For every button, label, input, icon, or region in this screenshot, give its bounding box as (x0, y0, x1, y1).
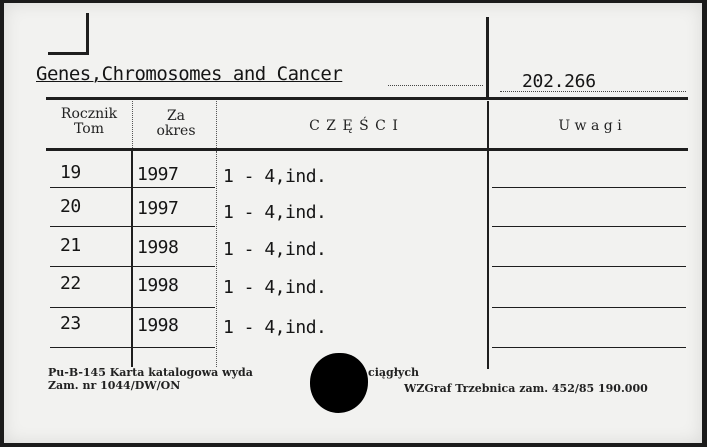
parts-cell: 1 - 4,ind. (223, 202, 327, 223)
footer-line2-right: WZGraf Trzebnica zam. 452/85 190.000 (404, 382, 648, 395)
title-dotted-line (388, 85, 483, 86)
divider-column-3 (487, 151, 489, 369)
header-okres: okres (156, 123, 196, 139)
header-za: Za (166, 108, 186, 124)
tom-cell: 20 (60, 196, 81, 217)
year-cell: 1998 (137, 237, 179, 258)
year-cell: 1997 (137, 164, 179, 185)
tom-cell: 21 (60, 235, 81, 256)
divider-column-1 (131, 151, 133, 367)
footer-line1-left: Pu-B-145 Karta katalogowa wyda (48, 366, 253, 379)
row-rule-3 (50, 266, 215, 267)
header-czesci: C Z Ę Ś C I (309, 118, 399, 134)
footer-line1-right: ciągłych (368, 366, 420, 379)
ink-blot (310, 353, 368, 413)
parts-cell: 1 - 4,ind. (223, 277, 327, 298)
header-rocznik-tom (48, 107, 130, 137)
row-rule-1-right (492, 187, 686, 188)
year-cell: 1998 (137, 275, 179, 296)
header-uwagi: U w a g i (558, 118, 622, 134)
title-column-divider (486, 17, 489, 97)
divider-header-3 (487, 101, 489, 148)
row-rule-4 (50, 307, 215, 308)
footer-line2-left: Zam. nr 1044/DW/ON (48, 379, 181, 392)
row-rule-2 (50, 226, 215, 227)
tom-cell: 23 (60, 313, 81, 334)
divider-column-2 (216, 151, 217, 367)
call-number-dotted-line (500, 91, 686, 92)
row-rule-4-right (492, 307, 686, 308)
header-bottom-rule (46, 148, 688, 151)
row-rule-1 (50, 187, 215, 188)
divider-header-2 (216, 101, 217, 148)
header-tom: Tom (74, 121, 104, 137)
tom-cell: 22 (60, 273, 81, 294)
parts-cell: 1 - 4,ind. (223, 239, 327, 260)
catalog-card (4, 3, 702, 443)
row-rule-5-right (492, 347, 686, 348)
tom-cell: 19 (60, 162, 81, 183)
corner-mark-vertical (86, 13, 89, 55)
row-rule-3-right (492, 266, 686, 267)
parts-cell: 1 - 4,ind. (223, 317, 327, 338)
year-cell: 1997 (137, 198, 179, 219)
row-rule-2-right (492, 226, 686, 227)
row-rule-5 (50, 347, 215, 348)
parts-cell: 1 - 4,ind. (223, 166, 327, 187)
divider-header-1 (132, 101, 133, 148)
journal-title: Genes,Chromosomes and Cancer (36, 63, 343, 85)
corner-mark-horizontal (48, 52, 88, 55)
year-cell: 1998 (137, 315, 179, 336)
header-top-rule (46, 97, 688, 100)
call-number: 202.266 (522, 71, 596, 92)
header-za-okres (136, 109, 216, 139)
header-rocznik: Rocznik (60, 106, 118, 122)
